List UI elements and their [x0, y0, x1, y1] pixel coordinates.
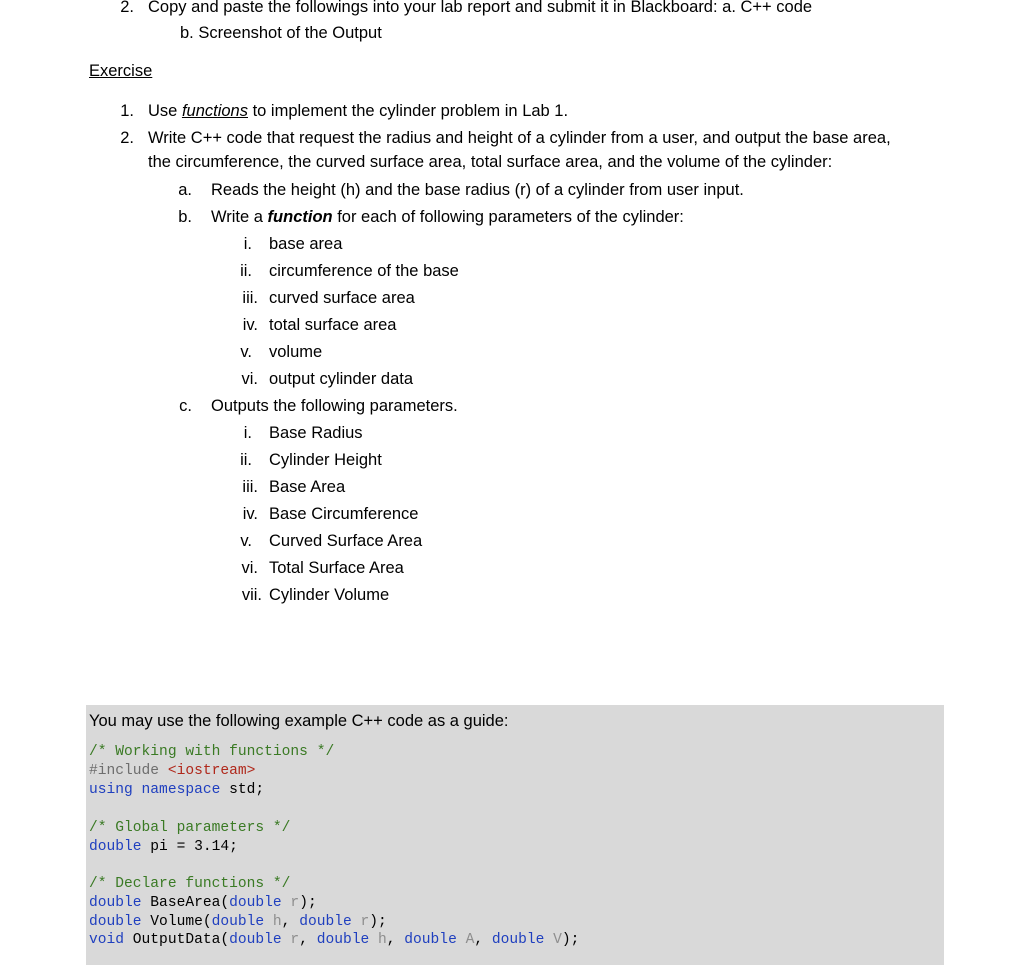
code-line: /* Working with functions */ — [89, 744, 335, 760]
list-marker: i. — [243, 235, 252, 253]
list-marker: vii. — [241, 586, 262, 604]
code-line: double pi = 3.14; — [89, 839, 238, 855]
list-marker: c. — [179, 397, 192, 415]
list-marker: iii. — [242, 478, 258, 496]
list-item: Base Circumference — [269, 505, 419, 523]
code-line: double BaseArea(double r); — [89, 895, 317, 911]
list-item: Base Radius — [269, 424, 363, 442]
sub-item-c: Outputs the following parameters. — [211, 397, 458, 415]
list-item: circumference of the base — [269, 262, 459, 280]
list-item: Curved Surface Area — [269, 532, 423, 550]
list-item: Cylinder Volume — [269, 586, 390, 604]
list-item: output cylinder data — [269, 370, 414, 388]
exercise-item-1: Use functions to implement the cylinder problem in Lab 1. — [148, 102, 569, 120]
code-line: double Volume(double h, double r); — [89, 914, 387, 930]
list-marker: vi. — [241, 559, 258, 577]
list-item: total surface area — [269, 316, 397, 334]
functions-link: functions — [181, 102, 248, 120]
guide-intro: You may use the following example C++ code as a guide: — [89, 712, 509, 730]
list-marker: iv. — [242, 316, 258, 334]
list-item: Cylinder Height — [269, 451, 382, 469]
list-marker: ii. — [240, 262, 252, 280]
code-line: #include <iostream> — [89, 763, 256, 779]
list-item: Total Surface Area — [269, 559, 404, 577]
list-marker: v. — [240, 343, 252, 361]
list-marker: iv. — [242, 505, 258, 523]
sub-item-b: Write a function for each of following parameters of the cylinder: — [211, 208, 684, 226]
list-item: base area — [269, 235, 343, 253]
list-marker: vi. — [241, 370, 258, 388]
exercise-item-2-line-2: the circumference, the curved surface area, total surface area, and the volume of the cylinder: — [148, 153, 833, 171]
instruction-line-1: Copy and paste the followings into your lab report and submit it in Blackboard: a. C++ code — [148, 0, 813, 16]
exercise-item-2-line-1: Write C++ code that request the radius and height of a cylinder from a user, and output the base area, — [148, 129, 891, 147]
list-item: curved surface area — [269, 289, 415, 307]
list-item: Base Area — [269, 478, 346, 496]
list-item: volume — [269, 343, 323, 361]
sub-item-a: Reads the height (h) and the base radius (r) of a cylinder from user input. — [211, 181, 744, 199]
item-number: 1. — [120, 102, 134, 120]
item-number: 2. — [120, 0, 134, 16]
code-line: /* Declare functions */ — [89, 876, 291, 892]
code-line: /* Global parameters */ — [89, 820, 291, 836]
list-marker: a. — [178, 181, 192, 199]
list-marker: b. — [178, 208, 192, 226]
list-marker: iii. — [242, 289, 258, 307]
item-number: 2. — [120, 129, 134, 147]
exercise-heading: Exercise — [89, 62, 153, 80]
list-marker: v. — [240, 532, 252, 550]
list-marker: ii. — [240, 451, 252, 469]
code-line: using namespace std; — [89, 782, 265, 798]
code-line: void OutputData(double r, double h, double A, double V); — [89, 932, 580, 948]
list-marker: i. — [243, 424, 252, 442]
instruction-line-2: b. Screenshot of the Output — [180, 24, 382, 42]
